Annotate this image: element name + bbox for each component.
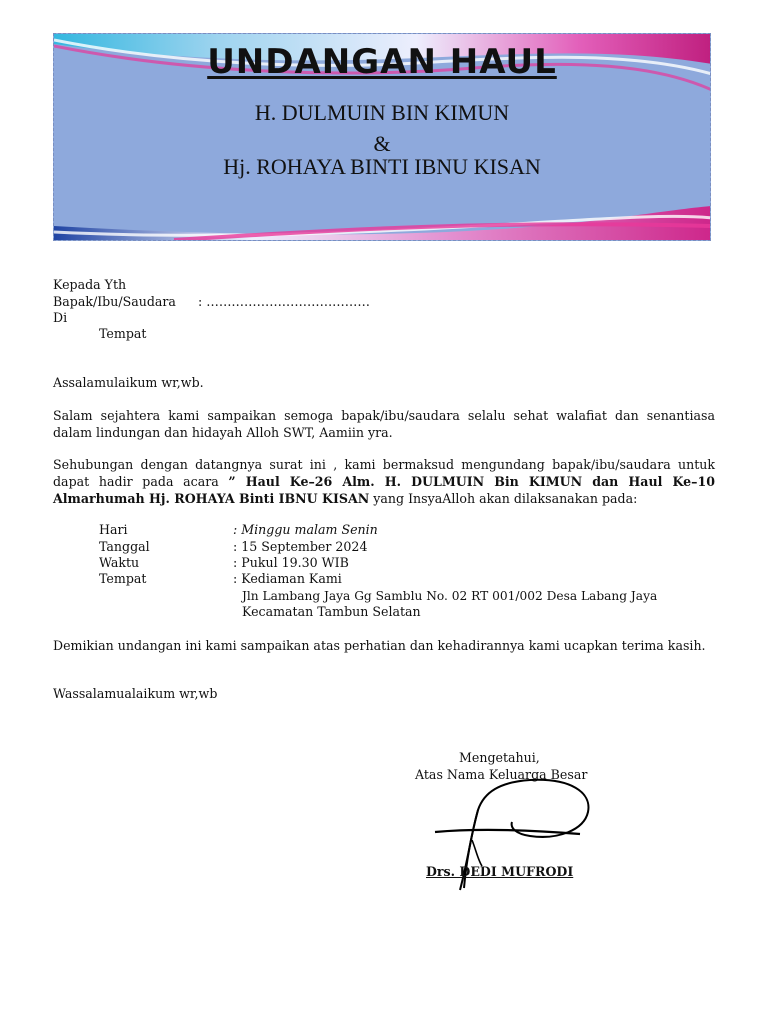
invitation-text-2: yang InsyaAlloh akan dilaksanakan pada: <box>369 491 638 506</box>
detail-value-tempat: : Kediaman Kami <box>233 571 342 586</box>
deceased-name-1: H. DULMUIN BIN KIMUN <box>254 100 510 125</box>
recipient-di: Di <box>53 310 68 325</box>
greeting: Assalamulaikum wr,wb. <box>53 375 204 390</box>
invitation-title: UNDANGAN HAUL <box>207 42 557 82</box>
paragraph-invitation <box>53 456 715 507</box>
event-name: ” Haul Ke–26 Alm. H. DULMUIN Bin KIMUN dan Haul Ke–10 Almarhumah Hj. ROHAYA Binti IBNU KISAN <box>53 474 715 506</box>
signature-mengetahui: Mengetahui, <box>459 750 540 765</box>
detail-value-waktu: : Pukul 19.30 WIB <box>233 555 349 570</box>
invitation-text-1: Sehubungan dengan datangnya surat ini , kami bermaksud mengundang bapak/ibu/saudara untuk dapat hadir pada acara <box>53 457 715 489</box>
paragraph-closing: Demikian undangan ini kami sampaikan atas perhatian dan kehadirannya kami ucapkan terima kasih. <box>53 638 706 653</box>
recipient-kepada: Kepada Yth <box>53 277 127 292</box>
detail-label-tempat: Tempat <box>99 571 147 586</box>
header-banner <box>53 33 711 241</box>
recipient-tempat: Tempat <box>99 326 147 341</box>
ampersand: & <box>373 131 391 156</box>
recipient-bapak-label: Bapak/Ibu/Saudara <box>53 294 176 309</box>
signature-atas-nama: Atas Nama Keluarga Besar <box>415 767 588 782</box>
farewell: Wassalamualaikum wr,wb <box>53 686 218 701</box>
signatory-name: Drs. DEDI MUFRODI <box>426 864 574 879</box>
detail-label-waktu: Waktu <box>99 555 140 570</box>
detail-label-tanggal: Tanggal <box>99 539 150 554</box>
recipient-bapak-value: : ………………………………… <box>198 294 370 309</box>
paragraph-opening: Salam sejahtera kami sampaikan semoga bapak/ibu/saudara selalu sehat walafiat dan senantiasa dalam lindungan dan hidayah Alloh SWT, Aamiin yra. <box>53 408 715 440</box>
address-line-1: Jln Lambang Jaya Gg Samblu No. 02 RT 001/002 Desa Labang Jaya <box>242 589 658 603</box>
deceased-name-2: Hj. ROHAYA BINTI IBNU KISAN <box>223 154 541 179</box>
address-line-2: Kecamatan Tambun Selatan <box>242 604 421 619</box>
signature-scribble <box>420 770 620 900</box>
detail-value-tanggal: : 15 September 2024 <box>233 539 368 554</box>
detail-value-hari: : Minggu malam Senin <box>233 522 378 537</box>
detail-label-hari: Hari <box>99 522 128 537</box>
